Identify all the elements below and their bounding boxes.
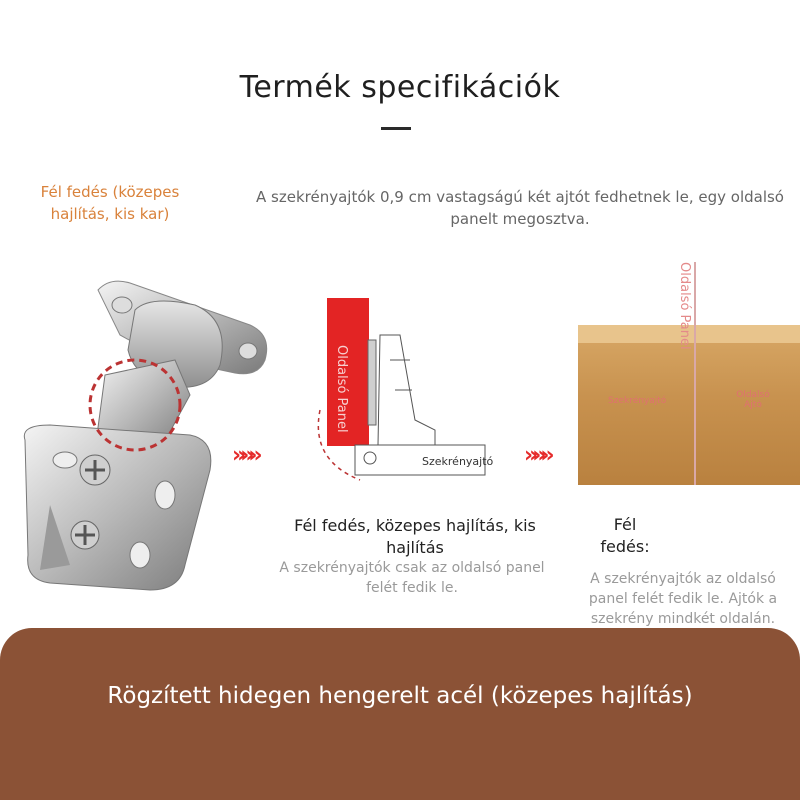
middle-caption-description: A szekrényajtók csak az oldalsó panel felét fedik le. [279,560,545,596]
material-banner-text: Rögzített hidegen hengerelt acél (közepes hajlítás) [107,683,693,709]
top-panel-label: Oldalsó Panel [677,262,692,350]
title-underline [381,127,411,130]
wood-right-label: Oldalsó Ajtó [736,390,770,410]
material-banner [0,628,800,800]
right-caption-description: A szekrényajtók az oldalsó panel felét fedik le. Ajtók a szekrény mindkét oldalán. [588,571,778,627]
arrow-right-icon: »»» [232,443,257,468]
right-caption-title: Fél fedés: [600,515,650,556]
wood-left-label: Szekrényajtó [608,396,667,406]
page-title: Termék specifikációk [239,70,561,105]
cabinet-door-label: Szekrényajtó [422,455,494,468]
middle-caption-title: Fél fedés, közepes hajlítás, kis hajlítás [294,516,536,557]
intro-description: A szekrényajtók 0,9 cm vastagságú két ajtót fedhetnek le, egy oldalsó panelt megosztva. [256,188,784,228]
hinge-image [10,265,275,605]
half-overlay-label: Fél fedés (közepes hajlítás, kis kar) [40,183,180,223]
arrow-right-icon: »»» [524,443,549,468]
side-panel-label: Oldalsó Panel [334,345,349,433]
panel-divider [694,262,696,485]
